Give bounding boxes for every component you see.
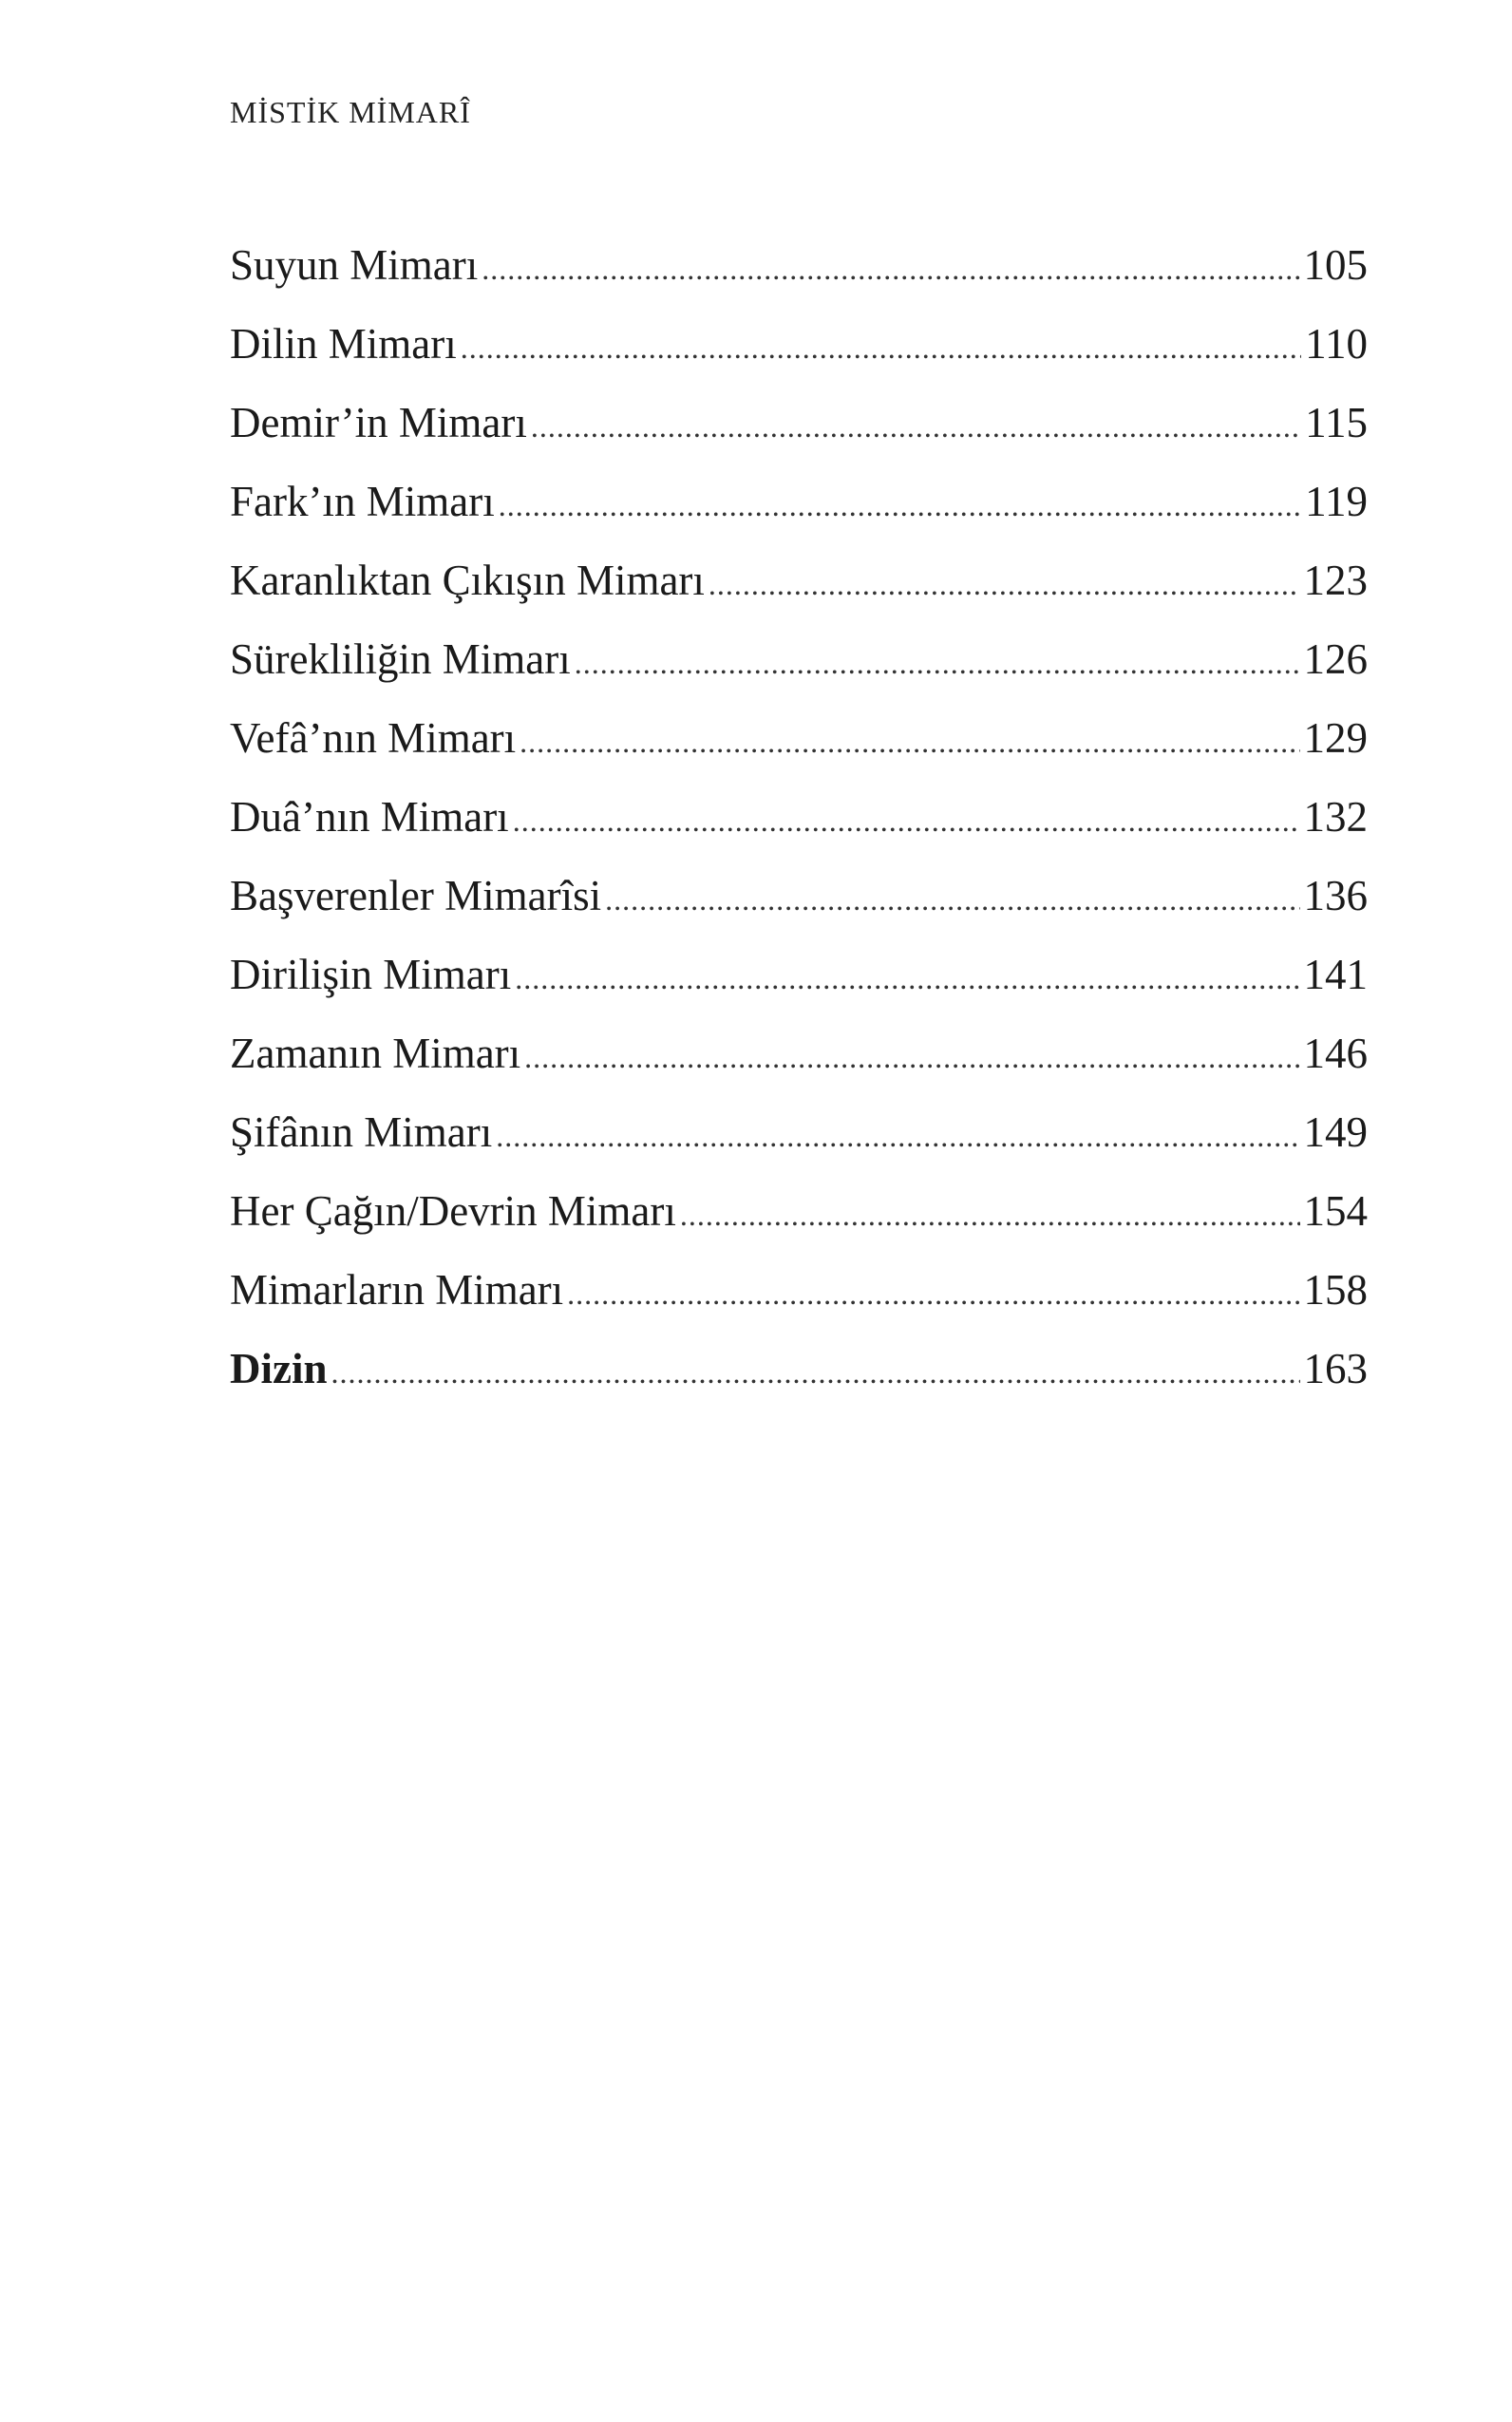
toc-entry — [230, 1093, 1368, 1172]
toc-entry-title: Başverenler Mimarîsi — [230, 872, 602, 919]
toc-dot-leader — [524, 1018, 1299, 1097]
toc-entry-title: Dirilişin Mimarı — [230, 951, 512, 998]
toc-entry-title: Şifânın Mimarı — [230, 1108, 493, 1156]
toc-entry-page: 141 — [1303, 951, 1368, 998]
toc-entry-title: Fark’ın Mimarı — [230, 478, 495, 525]
toc-dot-leader — [575, 624, 1300, 703]
toc-entry-page: 123 — [1303, 557, 1368, 604]
toc-entry-title: Suyun Mimarı — [230, 241, 479, 289]
toc-entry — [230, 778, 1368, 857]
toc-dot-leader — [515, 939, 1299, 1018]
toc-entry-title: Duâ’nın Mimarı — [230, 793, 509, 841]
toc-dot-leader — [520, 703, 1299, 782]
toc-entry — [230, 699, 1368, 778]
toc-entry — [230, 1172, 1368, 1251]
toc-entry-title: Karanlıktan Çıkışın Mimarı — [230, 557, 705, 604]
toc-entry-page: 154 — [1303, 1187, 1368, 1235]
toc-entry-page: 158 — [1303, 1266, 1368, 1314]
toc-entry-page: 136 — [1303, 872, 1368, 919]
toc-entry-title: Mimarların Mimarı — [230, 1266, 564, 1314]
toc-dot-leader — [499, 466, 1301, 545]
toc-dot-leader — [605, 861, 1299, 939]
toc-dot-leader — [496, 1097, 1299, 1176]
toc-entry-page: 110 — [1305, 320, 1368, 368]
toc-entry — [230, 1014, 1368, 1093]
toc-dot-leader — [709, 545, 1300, 624]
toc-dot-leader — [331, 1334, 1300, 1412]
toc-entry-page: 126 — [1303, 635, 1368, 683]
toc-dot-leader — [531, 388, 1301, 466]
toc-entry — [230, 620, 1368, 699]
toc-entry — [230, 384, 1368, 463]
toc-entry — [230, 541, 1368, 620]
toc-entry-title: Her Çağın/Devrin Mimarı — [230, 1187, 676, 1235]
running-header: MİSTİK MİMARÎ — [230, 95, 471, 129]
toc-dot-leader — [461, 309, 1301, 388]
toc-entry — [230, 226, 1368, 305]
toc-entry-title: Demir’in Mimarı — [230, 399, 527, 446]
table-of-contents — [230, 226, 1368, 1409]
toc-entry — [230, 463, 1368, 541]
toc-entry-page: 115 — [1305, 399, 1368, 446]
toc-entry-title: Sürekliliğin Mimarı — [230, 635, 571, 683]
toc-dot-leader — [513, 782, 1300, 861]
toc-entry-page: 146 — [1303, 1030, 1368, 1077]
toc-entry-page: 129 — [1303, 714, 1368, 762]
toc-dot-leader — [482, 230, 1299, 309]
toc-entry-page: 149 — [1303, 1108, 1368, 1156]
toc-dot-leader — [567, 1255, 1299, 1334]
toc-entry — [230, 1251, 1368, 1330]
toc-entry-page: 105 — [1303, 241, 1368, 289]
toc-entry — [230, 857, 1368, 936]
toc-entry-title: Zamanın Mimarı — [230, 1030, 521, 1077]
toc-entry-title: Dilin Mimarı — [230, 320, 457, 368]
toc-entry-page: 132 — [1303, 793, 1368, 841]
toc-entry-page: 163 — [1303, 1345, 1368, 1392]
toc-entry-page: 119 — [1305, 478, 1368, 525]
toc-entry-title: Vefâ’nın Mimarı — [230, 714, 517, 762]
toc-entry — [230, 936, 1368, 1014]
toc-entry-index — [230, 1330, 1368, 1409]
toc-entry — [230, 305, 1368, 384]
toc-entry-title: Dizin — [230, 1345, 328, 1392]
toc-dot-leader — [680, 1176, 1300, 1255]
